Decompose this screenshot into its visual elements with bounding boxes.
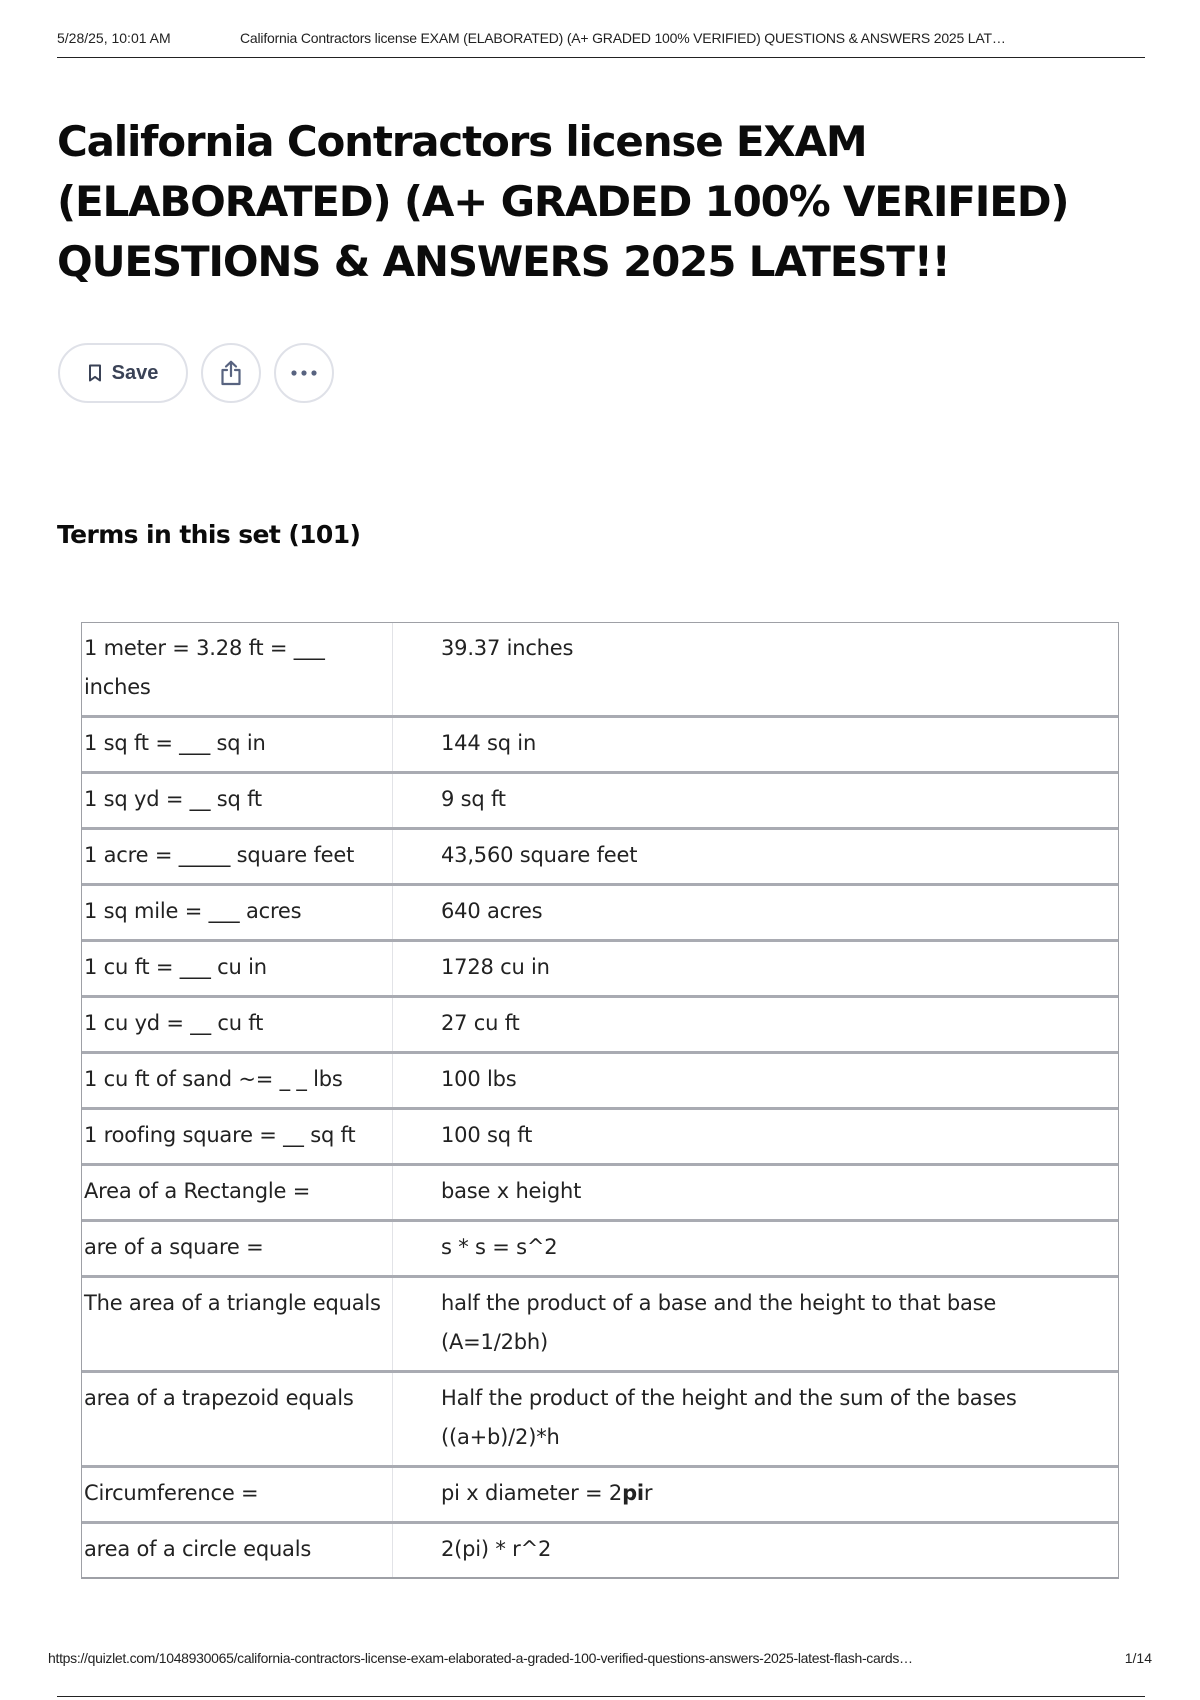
term-question: Area of a Rectangle =	[82, 1166, 393, 1219]
term-row	[82, 883, 1118, 939]
term-question: 1 sq ft = ___ sq in	[82, 718, 393, 771]
term-answer: 27 cu ft	[441, 1011, 520, 1035]
footer-divider	[57, 1696, 1145, 1697]
print-date: 5/28/25, 10:01 AM	[57, 30, 171, 46]
term-question: 1 sq yd = __ sq ft	[82, 774, 393, 827]
term-row	[82, 1051, 1118, 1107]
action-bar	[58, 343, 334, 403]
term-question: 1 cu yd = __ cu ft	[82, 998, 393, 1051]
term-answer: Half the product of the height and the sum of the bases ((a+b)/2)*h	[441, 1386, 1017, 1449]
term-answer: base x height	[441, 1179, 582, 1203]
more-options-button[interactable]	[274, 343, 334, 403]
term-answer-suffix: r	[643, 1481, 653, 1505]
share-icon	[219, 360, 243, 386]
bookmark-icon	[88, 364, 102, 382]
term-row	[82, 1465, 1118, 1521]
print-url: https://quizlet.com/1048930065/california-contractors-license-exam-elaborated-a-graded-100-verified-questions-answers-2025-latest-flash-cards…	[48, 1650, 913, 1666]
print-footer	[48, 1650, 1152, 1666]
save-button[interactable]	[58, 343, 188, 403]
term-answer: 100 lbs	[441, 1067, 517, 1091]
term-answer-prefix: pi x diameter = 2	[441, 1481, 623, 1505]
term-answer: 43,560 square feet	[441, 843, 638, 867]
term-question: 1 acre = _____ square feet	[82, 830, 393, 883]
term-question: area of a trapezoid equals	[82, 1373, 393, 1465]
term-answer	[393, 1468, 1118, 1521]
print-header	[57, 30, 1145, 58]
term-question: The area of a triangle equals	[82, 1278, 393, 1370]
term-question: Circumference =	[82, 1468, 393, 1521]
term-question: 1 sq mile = ___ acres	[82, 886, 393, 939]
page-title: California Contractors license EXAM (ELABORATED) (A+ GRADED 100% VERIFIED) QUESTIONS & ANSWERS 2025 LATEST!!	[57, 117, 1069, 286]
term-answer: 39.37 inches	[441, 636, 574, 660]
term-row	[82, 715, 1118, 771]
more-options-icon	[291, 370, 317, 376]
term-answer: 100 sq ft	[441, 1123, 533, 1147]
term-answer: 640 acres	[441, 899, 543, 923]
term-row	[82, 939, 1118, 995]
term-answer-bold: pi	[622, 1481, 644, 1505]
term-question: 1 meter = 3.28 ft = ___ inches	[82, 623, 393, 715]
share-button[interactable]	[201, 343, 261, 403]
term-question: 1 roofing square = __ sq ft	[82, 1110, 393, 1163]
term-row	[82, 1163, 1118, 1219]
term-answer: 9 sq ft	[441, 787, 506, 811]
term-question: 1 cu ft = ___ cu in	[82, 942, 393, 995]
term-question: are of a square =	[82, 1222, 393, 1275]
page-number: 1/14	[1124, 1650, 1152, 1666]
term-answer: 144 sq in	[441, 731, 537, 755]
save-button-label: Save	[111, 361, 159, 384]
terms-table	[81, 622, 1119, 1579]
term-row	[82, 1107, 1118, 1163]
terms-section-title: Terms in this set (101)	[57, 520, 361, 549]
term-question: 1 cu ft of sand ~= _ _ lbs	[82, 1054, 393, 1107]
term-answer: 2(pi) * r^2	[441, 1537, 552, 1561]
term-row	[82, 1521, 1118, 1577]
term-row	[82, 771, 1118, 827]
term-row	[82, 1275, 1118, 1370]
term-answer: s * s = s^2	[441, 1235, 558, 1259]
term-row	[82, 1219, 1118, 1275]
term-answer: half the product of a base and the height to that base (A=1/2bh)	[441, 1291, 997, 1354]
term-row	[82, 995, 1118, 1051]
term-row	[82, 623, 1118, 715]
term-answer: 1728 cu in	[441, 955, 550, 979]
print-doc-title: California Contractors license EXAM (ELABORATED) (A+ GRADED 100% VERIFIED) QUESTIONS & ANSWERS 2025 LAT…	[240, 30, 1006, 46]
term-question: area of a circle equals	[82, 1524, 393, 1577]
term-row	[82, 1370, 1118, 1465]
term-row	[82, 827, 1118, 883]
